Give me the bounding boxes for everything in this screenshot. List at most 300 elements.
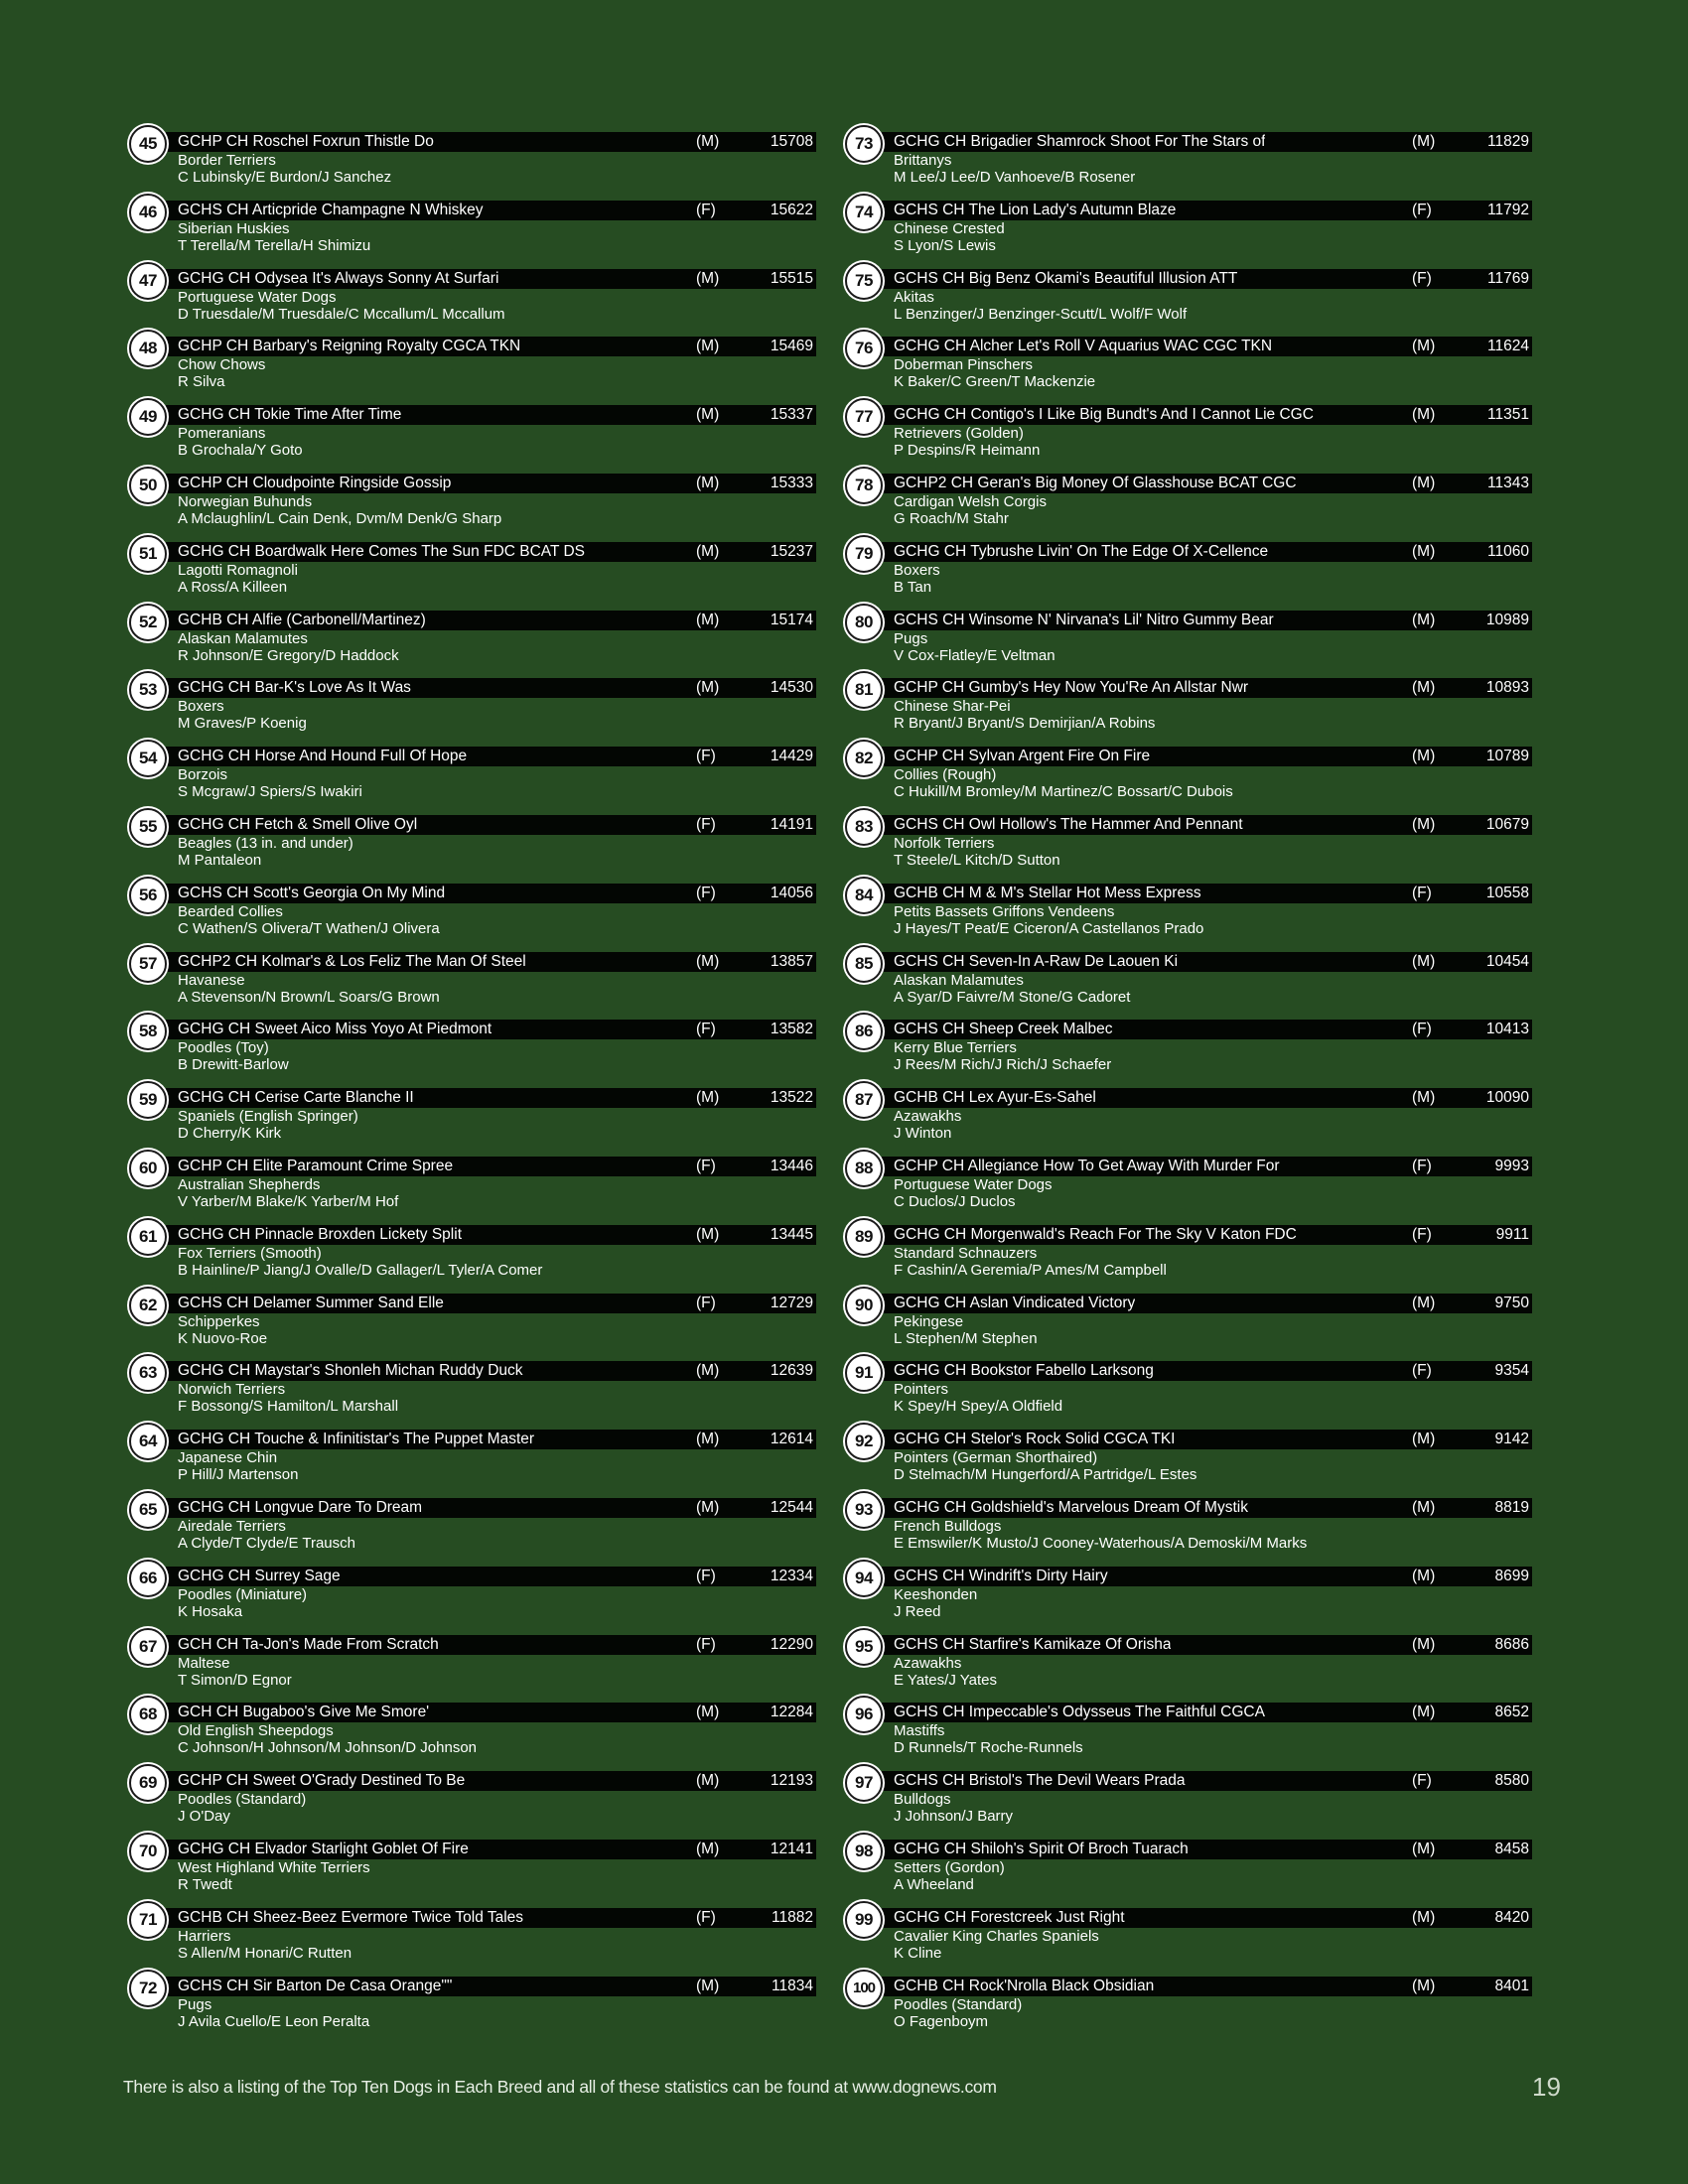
rank-badge: 49 — [129, 398, 167, 436]
dog-owners: R Bryant/J Bryant/S Demirjian/A Robins — [894, 715, 1156, 733]
dog-name: GCHS CH The Lion Lady's Autumn Blaze — [894, 201, 1177, 218]
dog-sex: (F) — [696, 201, 716, 218]
dog-name: GCHG CH Longvue Dare To Dream — [178, 1498, 423, 1516]
dog-breed: Akitas — [894, 288, 934, 306]
dog-name: GCHS CH Sir Barton De Casa Orange"" — [178, 1977, 453, 1994]
dog-breed: Fox Terriers (Smooth) — [178, 1244, 322, 1262]
dog-points: 15174 — [770, 611, 813, 628]
ranking-entry — [129, 123, 821, 192]
dog-sex: (F) — [696, 748, 716, 765]
dog-name: GCHG CH Boardwalk Here Comes The Sun FDC BCAT DS — [178, 542, 586, 560]
dog-owners: B Tan — [894, 578, 932, 596]
ranking-entry — [129, 1899, 821, 1968]
rank-badge: 68 — [129, 1696, 167, 1733]
dog-points: 9750 — [1494, 1294, 1529, 1311]
ranking-entry — [845, 260, 1537, 329]
dog-points: 12193 — [770, 1772, 813, 1790]
dog-name: GCHG CH Fetch & Smell Olive Oyl — [178, 815, 418, 833]
ranking-entry — [129, 396, 821, 465]
dog-points: 15237 — [770, 542, 813, 560]
dog-owners: C Johnson/H Johnson/M Johnson/D Johnson — [178, 1739, 478, 1757]
page-number: 19 — [1532, 2072, 1561, 2102]
dog-points: 12639 — [770, 1362, 813, 1380]
ranking-entry — [129, 943, 821, 1012]
rank-badge: 85 — [845, 945, 883, 983]
dog-sex: (M) — [1412, 1704, 1436, 1721]
ranking-entry — [845, 943, 1537, 1012]
dog-owners: L Benzinger/J Benzinger-Scutt/L Wolf/F Wolf — [894, 305, 1188, 323]
dog-name: GCHS CH Winsome N' Nirvana's Lil' Nitro Gummy Bear — [894, 611, 1274, 628]
ranking-entry — [845, 328, 1537, 396]
dog-owners: S Allen/M Honari/C Rutten — [178, 1944, 352, 1962]
rank-badge: 71 — [129, 1901, 167, 1939]
rank-badge: 60 — [129, 1150, 167, 1187]
dog-name: GCHG CH Aslan Vindicated Victory — [894, 1294, 1136, 1311]
dog-name: GCHG CH Tokie Time After Time — [178, 406, 402, 424]
dog-owners: B Hainline/P Jiang/J Ovalle/D Gallager/L Tyler/A Comer — [178, 1261, 543, 1279]
rank-badge: 78 — [845, 467, 883, 504]
dog-owners: A Ross/A Killeen — [178, 578, 288, 596]
dog-points: 9354 — [1494, 1362, 1529, 1380]
dog-points: 10413 — [1485, 1021, 1529, 1038]
ranking-entry — [129, 1626, 821, 1695]
dog-name: GCHS CH Impeccable's Odysseus The Faithful CGCA — [894, 1704, 1265, 1721]
dog-owners: M Lee/J Lee/D Vanhoeve/B Rosener — [894, 169, 1136, 186]
dog-points: 10893 — [1485, 679, 1529, 697]
rank-badge: 90 — [845, 1287, 883, 1324]
dog-sex: (F) — [1412, 1772, 1432, 1790]
dog-points: 13445 — [770, 1225, 813, 1243]
dog-points: 12141 — [770, 1840, 813, 1857]
dog-breed: Pekingese — [894, 1312, 964, 1330]
dog-points: 15622 — [770, 201, 813, 218]
dog-breed: Lagotti Romagnoli — [178, 561, 298, 579]
dog-owners: J Hayes/T Peat/E Ciceron/A Castellanos Prado — [894, 919, 1204, 937]
ranking-entry — [129, 1762, 821, 1831]
dog-sex: (M) — [1412, 1977, 1436, 1994]
dog-sex: (F) — [1412, 201, 1432, 218]
rank-badge: 74 — [845, 194, 883, 231]
dog-name: GCHG CH Horse And Hound Full Of Hope — [178, 748, 468, 765]
ranking-entry — [845, 1558, 1537, 1626]
rank-badge: 52 — [129, 604, 167, 641]
ranking-entry — [845, 1899, 1537, 1968]
dog-owners: T Simon/D Egnor — [178, 1671, 292, 1689]
dog-points: 10558 — [1485, 884, 1529, 901]
dog-points: 10989 — [1485, 611, 1529, 628]
dog-breed: Cardigan Welsh Corgis — [894, 492, 1047, 510]
dog-name: GCHG CH Cerise Carte Blanche II — [178, 1089, 414, 1107]
dog-owners: A Stevenson/N Brown/L Soars/G Brown — [178, 988, 440, 1006]
dog-points: 8699 — [1494, 1567, 1529, 1584]
dog-points: 15337 — [770, 406, 813, 424]
dog-sex: (M) — [696, 1431, 720, 1448]
dog-name: GCH CH Ta-Jon's Made From Scratch — [178, 1635, 439, 1653]
dog-breed: Harriers — [178, 1927, 231, 1945]
ranking-entry — [129, 1285, 821, 1353]
rank-badge: 75 — [845, 262, 883, 300]
dog-sex: (M) — [1412, 338, 1436, 355]
rank-badge: 87 — [845, 1081, 883, 1119]
rank-badge: 69 — [129, 1764, 167, 1802]
rank-badge: 63 — [129, 1354, 167, 1392]
dog-points: 13582 — [770, 1021, 813, 1038]
dog-name: GCHP2 CH Kolmar's & Los Feliz The Man Of Steel — [178, 952, 526, 970]
rank-badge: 95 — [845, 1628, 883, 1666]
ranking-entry — [129, 1421, 821, 1489]
ranking-entry — [129, 875, 821, 943]
rank-badge: 72 — [129, 1970, 167, 2007]
ranking-entry — [845, 1968, 1537, 2036]
dog-sex: (M) — [696, 269, 720, 287]
ranking-entry — [845, 533, 1537, 602]
dog-owners: R Silva — [178, 373, 225, 391]
rank-badge: 98 — [845, 1833, 883, 1870]
rank-badge: 82 — [845, 740, 883, 777]
dog-sex: (M) — [696, 611, 720, 628]
dog-breed: Poodles (Toy) — [178, 1039, 269, 1057]
rank-badge: 96 — [845, 1696, 883, 1733]
dog-points: 12614 — [770, 1431, 813, 1448]
dog-points: 10090 — [1485, 1089, 1529, 1107]
ranking-entry — [129, 1148, 821, 1216]
rank-badge: 79 — [845, 535, 883, 573]
dog-breed: Bulldogs — [894, 1791, 951, 1809]
dog-owners: F Bossong/S Hamilton/L Marshall — [178, 1398, 399, 1416]
dog-breed: Collies (Rough) — [894, 766, 997, 784]
dog-points: 9142 — [1494, 1431, 1529, 1448]
rank-badge: 62 — [129, 1287, 167, 1324]
dog-breed: Airedale Terriers — [178, 1517, 286, 1535]
ranking-entry — [129, 1216, 821, 1285]
dog-points: 9911 — [1495, 1225, 1529, 1243]
dog-sex: (M) — [696, 679, 720, 697]
dog-owners: D Cherry/K Kirk — [178, 1125, 282, 1143]
dog-name: GCHG CH Bar-K's Love As It Was — [178, 679, 411, 697]
dog-name: GCHG CH Forestcreek Just Right — [894, 1908, 1125, 1926]
dog-sex: (M) — [696, 474, 720, 491]
rank-badge: 100 — [845, 1970, 883, 2007]
dog-owners: C Hukill/M Bromley/M Martinez/C Bossart/C Dubois — [894, 783, 1233, 801]
dog-owners: O Fagenboym — [894, 2012, 989, 2030]
dog-sex: (M) — [696, 1977, 720, 1994]
ranking-entry — [845, 465, 1537, 533]
ranking-entry — [129, 260, 821, 329]
rank-badge: 53 — [129, 671, 167, 709]
dog-sex: (M) — [1412, 1431, 1436, 1448]
ranking-entry — [845, 123, 1537, 192]
dog-owners: T Terella/M Terella/H Shimizu — [178, 236, 371, 254]
rank-badge: 73 — [845, 125, 883, 163]
dog-owners: P Despins/R Heimann — [894, 442, 1041, 460]
dog-name: GCHB CH Lex Ayur-Es-Sahel — [894, 1089, 1096, 1107]
dog-owners: D Runnels/T Roche-Runnels — [894, 1739, 1083, 1757]
dog-breed: Japanese Chin — [178, 1449, 278, 1467]
dog-owners: D Truesdale/M Truesdale/C Mccallum/L Mccallum — [178, 305, 505, 323]
dog-points: 12290 — [770, 1635, 813, 1653]
dog-points: 13446 — [770, 1157, 813, 1174]
ranking-entry — [129, 602, 821, 670]
dog-name: GCHS CH Owl Hollow's The Hammer And Pennant — [894, 815, 1243, 833]
rank-badge: 76 — [845, 330, 883, 367]
dog-owners: K Cline — [894, 1944, 942, 1962]
dog-owners: A Mclaughlin/L Cain Denk, Dvm/M Denk/G Sharp — [178, 509, 502, 527]
dog-name: GCHS CH Sheep Creek Malbec — [894, 1021, 1113, 1038]
dog-points: 11060 — [1487, 542, 1529, 560]
ranking-entry — [845, 1694, 1537, 1762]
dog-sex: (M) — [1412, 679, 1436, 697]
dog-owners: L Stephen/M Stephen — [894, 1329, 1038, 1347]
dog-owners: J Rees/M Rich/J Rich/J Schaefer — [894, 1056, 1112, 1074]
dog-sex: (F) — [1412, 269, 1432, 287]
rank-badge: 61 — [129, 1218, 167, 1256]
dog-breed: Retrievers (Golden) — [894, 425, 1024, 443]
dog-breed: Borzois — [178, 766, 228, 784]
dog-sex: (M) — [1412, 133, 1436, 150]
dog-name: GCHG CH Tybrushe Livin' On The Edge Of X-Cellence — [894, 542, 1269, 560]
dog-sex: (M) — [696, 133, 720, 150]
dog-points: 11343 — [1487, 474, 1529, 491]
dog-owners: V Cox-Flatley/E Veltman — [894, 646, 1055, 664]
dog-name: GCHG CH Stelor's Rock Solid CGCA TKI — [894, 1431, 1176, 1448]
dog-owners: G Roach/M Stahr — [894, 509, 1009, 527]
dog-breed: Norfolk Terriers — [894, 834, 995, 852]
dog-sex: (M) — [1412, 542, 1436, 560]
rank-badge: 77 — [845, 398, 883, 436]
ranking-entry — [129, 465, 821, 533]
rank-badge: 59 — [129, 1081, 167, 1119]
dog-name: GCHP CH Roschel Foxrun Thistle Do — [178, 133, 434, 150]
dog-breed: Setters (Gordon) — [894, 1858, 1005, 1876]
dog-breed: Portuguese Water Dogs — [894, 1175, 1053, 1193]
dog-points: 9993 — [1494, 1157, 1529, 1174]
dog-sex: (M) — [1412, 406, 1436, 424]
dog-name: GCHP CH Sweet O'Grady Destined To Be — [178, 1772, 466, 1790]
dog-name: GCHG CH Odysea It's Always Sonny At Surfari — [178, 269, 499, 287]
dog-name: GCHP2 CH Geran's Big Money Of Glasshouse BCAT CGC — [894, 474, 1297, 491]
dog-breed: Beagles (13 in. and under) — [178, 834, 353, 852]
ranking-entry — [845, 875, 1537, 943]
ranking-entry — [845, 192, 1537, 260]
dog-sex: (F) — [696, 1908, 716, 1926]
ranking-entry — [845, 1216, 1537, 1285]
dog-points: 11834 — [772, 1977, 813, 1994]
ranking-entry — [129, 738, 821, 806]
dog-sex: (M) — [696, 1089, 720, 1107]
dog-owners: F Cashin/A Geremia/P Ames/M Campbell — [894, 1261, 1167, 1279]
dog-breed: West Highland White Terriers — [178, 1858, 370, 1876]
dog-owners: M Pantaleon — [178, 851, 262, 869]
dog-sex: (M) — [1412, 748, 1436, 765]
dog-sex: (M) — [1412, 952, 1436, 970]
dog-points: 13522 — [770, 1089, 813, 1107]
rank-badge: 94 — [845, 1560, 883, 1597]
ranking-entry — [845, 738, 1537, 806]
dog-breed: Chow Chows — [178, 356, 266, 374]
dog-breed: Chinese Crested — [894, 219, 1005, 237]
dog-breed: French Bulldogs — [894, 1517, 1002, 1535]
rank-badge: 92 — [845, 1423, 883, 1460]
dog-breed: Cavalier King Charles Spaniels — [894, 1927, 1099, 1945]
rank-badge: 70 — [129, 1833, 167, 1870]
ranking-entry — [845, 1079, 1537, 1148]
dog-breed: Brittanys — [894, 152, 952, 169]
dog-name: GCHG CH Bookstor Fabello Larksong — [894, 1362, 1154, 1380]
dog-sex: (F) — [696, 1294, 716, 1311]
dog-breed: Norwegian Buhunds — [178, 492, 313, 510]
dog-sex: (F) — [1412, 884, 1432, 901]
dog-name: GCHB CH Rock'Nrolla Black Obsidian — [894, 1977, 1155, 1994]
dog-points: 10789 — [1485, 748, 1529, 765]
dog-name: GCHP CH Elite Paramount Crime Spree — [178, 1157, 454, 1174]
ranking-entry — [129, 1694, 821, 1762]
dog-sex: (M) — [696, 1840, 720, 1857]
dog-owners: A Syar/D Faivre/M Stone/G Cadoret — [894, 988, 1131, 1006]
dog-breed: Old English Sheepdogs — [178, 1722, 334, 1740]
dog-points: 11624 — [1487, 338, 1529, 355]
dog-breed: Border Terriers — [178, 152, 276, 169]
dog-breed: Bearded Collies — [178, 902, 283, 920]
dog-name: GCHB CH Alfie (Carbonell/Martinez) — [178, 611, 426, 628]
dog-owners: R Twedt — [178, 1875, 232, 1893]
dog-owners: D Stelmach/M Hungerford/A Partridge/L Estes — [894, 1466, 1197, 1484]
dog-name: GCHS CH Windrift's Dirty Hairy — [894, 1567, 1108, 1584]
dog-owners: K Spey/H Spey/A Oldfield — [894, 1398, 1063, 1416]
dog-breed: Kerry Blue Terriers — [894, 1039, 1017, 1057]
rank-badge: 47 — [129, 262, 167, 300]
dog-name: GCHP CH Sylvan Argent Fire On Fire — [894, 748, 1151, 765]
dog-name: GCHG CH Touche & Infinitistar's The Puppet Master — [178, 1431, 535, 1448]
rank-badge: 55 — [129, 808, 167, 846]
dog-points: 15469 — [770, 338, 813, 355]
ranking-entry — [845, 669, 1537, 738]
dog-name: GCHG CH Alcher Let's Roll V Aquarius WAC CGC TKN — [894, 338, 1273, 355]
ranking-entry — [129, 533, 821, 602]
dog-owners: J Reed — [894, 1602, 941, 1620]
dog-breed: Portuguese Water Dogs — [178, 288, 337, 306]
dog-name: GCHS CH Bristol's The Devil Wears Prada — [894, 1772, 1186, 1790]
dog-points: 11792 — [1487, 201, 1529, 218]
dog-sex: (M) — [1412, 474, 1436, 491]
dog-points: 14530 — [770, 679, 813, 697]
dog-name: GCHG CH Maystar's Shonleh Michan Ruddy Duck — [178, 1362, 523, 1380]
dog-points: 8401 — [1494, 1977, 1529, 1994]
dog-sex: (M) — [1412, 1089, 1436, 1107]
dog-name: GCHS CH Big Benz Okami's Beautiful Illusion ATT — [894, 269, 1238, 287]
dog-sex: (F) — [1412, 1225, 1432, 1243]
dog-breed: Mastiffs — [894, 1722, 945, 1740]
ranking-entry — [845, 1831, 1537, 1899]
dog-name: GCH CH Bugaboo's Give Me Smore' — [178, 1704, 430, 1721]
rankings-column-right — [845, 123, 1537, 2035]
dog-name: GCHG CH Contigo's I Like Big Bundt's And I Cannot Lie CGC — [894, 406, 1314, 424]
dog-breed: Schipperkes — [178, 1312, 260, 1330]
dog-points: 11882 — [772, 1908, 813, 1926]
dog-points: 14056 — [770, 884, 813, 901]
ranking-entry — [129, 1831, 821, 1899]
dog-name: GCHG CH Sweet Aico Miss Yoyo At Piedmont — [178, 1021, 492, 1038]
rank-badge: 99 — [845, 1901, 883, 1939]
dog-sex: (F) — [696, 1021, 716, 1038]
dog-name: GCHP CH Cloudpointe Ringside Gossip — [178, 474, 452, 491]
dog-name: GCHG CH Goldshield's Marvelous Dream Of Mystik — [894, 1498, 1248, 1516]
dog-points: 8819 — [1494, 1498, 1529, 1516]
dog-breed: Alaskan Malamutes — [178, 629, 308, 647]
dog-sex: (F) — [696, 1635, 716, 1653]
rank-badge: 93 — [845, 1491, 883, 1529]
rank-badge: 66 — [129, 1560, 167, 1597]
dog-sex: (F) — [696, 1567, 716, 1584]
ranking-entry — [845, 1762, 1537, 1831]
dog-sex: (M) — [1412, 1567, 1436, 1584]
rank-badge: 84 — [845, 877, 883, 914]
ranking-entry — [129, 1558, 821, 1626]
dog-points: 10454 — [1485, 952, 1529, 970]
dog-name: GCHS CH Starfire's Kamikaze Of Orisha — [894, 1635, 1172, 1653]
dog-points: 12334 — [770, 1567, 813, 1584]
rank-badge: 80 — [845, 604, 883, 641]
dog-sex: (M) — [1412, 815, 1436, 833]
dog-owners: J Avila Cuello/E Leon Peralta — [178, 2012, 370, 2030]
ranking-entry — [129, 1968, 821, 2036]
dog-points: 15708 — [770, 133, 813, 150]
dog-breed: Azawakhs — [894, 1654, 962, 1672]
rank-badge: 51 — [129, 535, 167, 573]
rank-badge: 57 — [129, 945, 167, 983]
dog-points: 10679 — [1485, 815, 1529, 833]
dog-name: GCHG CH Morgenwald's Reach For The Sky V Katon FDC — [894, 1225, 1297, 1243]
dog-breed: Alaskan Malamutes — [894, 971, 1024, 989]
dog-points: 8652 — [1494, 1704, 1529, 1721]
dog-breed: Pointers — [894, 1381, 949, 1399]
dog-sex: (F) — [696, 815, 716, 833]
dog-breed: Australian Shepherds — [178, 1175, 321, 1193]
dog-sex: (M) — [1412, 1635, 1436, 1653]
rank-badge: 58 — [129, 1013, 167, 1050]
ranking-entry — [129, 328, 821, 396]
dog-owners: K Hosaka — [178, 1602, 243, 1620]
dog-points: 12729 — [770, 1294, 813, 1311]
dog-sex: (M) — [696, 1225, 720, 1243]
dog-name: GCHS CH Delamer Summer Sand Elle — [178, 1294, 444, 1311]
dog-owners: C Duclos/J Duclos — [894, 1192, 1016, 1210]
dog-sex: (M) — [696, 1772, 720, 1790]
dog-points: 12544 — [770, 1498, 813, 1516]
rankings-column-left — [129, 123, 821, 2035]
dog-points: 8458 — [1494, 1840, 1529, 1857]
dog-sex: (M) — [696, 952, 720, 970]
dog-owners: P Hill/J Martenson — [178, 1466, 299, 1484]
dog-breed: Petits Bassets Griffons Vendeens — [894, 902, 1115, 920]
rank-badge: 56 — [129, 877, 167, 914]
dog-points: 12284 — [770, 1704, 813, 1721]
rank-badge: 45 — [129, 125, 167, 163]
ranking-entry — [129, 1489, 821, 1558]
ranking-entry — [845, 1626, 1537, 1695]
dog-points: 8420 — [1494, 1908, 1529, 1926]
ranking-entry — [845, 602, 1537, 670]
ranking-entry — [845, 1011, 1537, 1079]
dog-breed: Pomeranians — [178, 425, 266, 443]
dog-name: GCHS CH Seven-In A-Raw De Laouen Ki — [894, 952, 1179, 970]
dog-sex: (F) — [1412, 1362, 1432, 1380]
dog-name: GCHP CH Allegiance How To Get Away With Murder For — [894, 1157, 1280, 1174]
dog-sex: (M) — [1412, 611, 1436, 628]
dog-sex: (M) — [1412, 1908, 1436, 1926]
dog-breed: Poodles (Miniature) — [178, 1585, 308, 1603]
dog-name: GCHB CH Sheez-Beez Evermore Twice Told Tales — [178, 1908, 524, 1926]
ranking-entry — [845, 1352, 1537, 1421]
